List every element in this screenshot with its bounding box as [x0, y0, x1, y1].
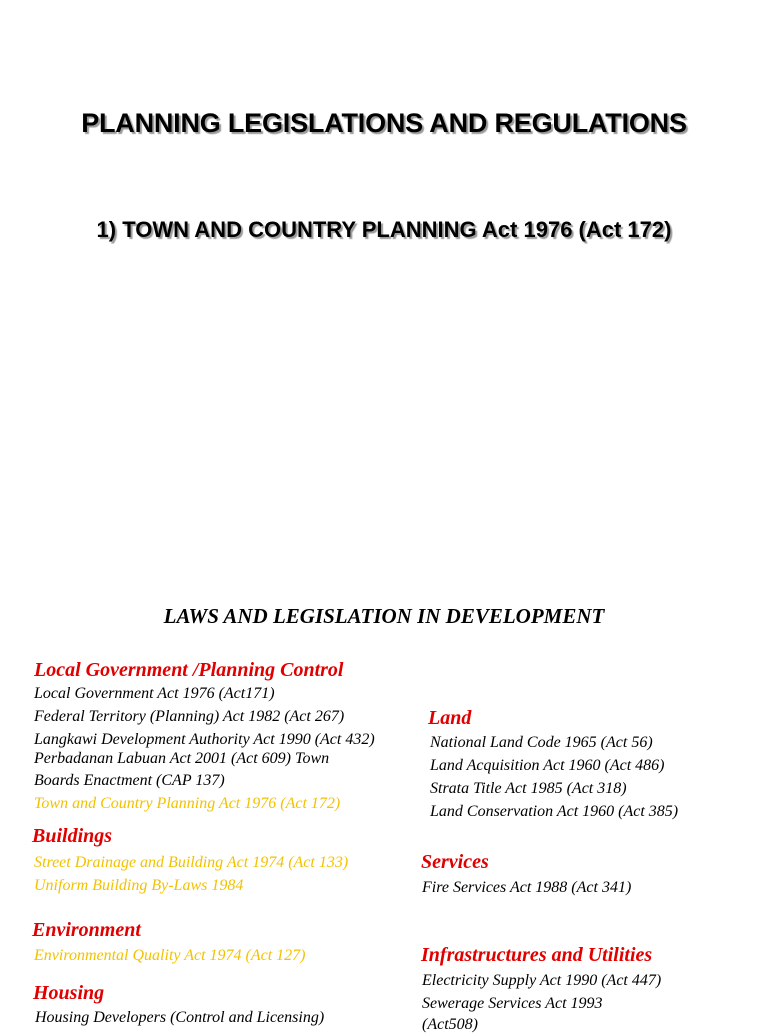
category-infrastructures-utilities: Infrastructures and Utilities — [421, 944, 653, 966]
law-item-highlighted: Town and Country Planning Act 1976 (Act 172) — [34, 795, 341, 812]
law-item: (Act508) — [422, 1016, 478, 1033]
law-item: Fire Services Act 1988 (Act 341) — [422, 879, 632, 896]
category-buildings: Buildings — [32, 825, 113, 847]
law-item: Land Acquisition Act 1960 (Act 486) — [430, 757, 665, 774]
law-item: Federal Territory (Planning) Act 1982 (Act 267) — [34, 708, 345, 725]
law-item: Strata Title Act 1985 (Act 318) — [430, 780, 627, 797]
law-item: National Land Code 1965 (Act 56) — [430, 734, 653, 751]
law-item: Local Government Act 1976 (Act171) — [34, 685, 275, 702]
law-item: Housing Developers (Control and Licensing) — [35, 1009, 325, 1026]
law-item-highlighted: Street Drainage and Building Act 1974 (Act 133) — [34, 854, 349, 871]
law-item: Sewerage Services Act 1993 — [422, 995, 603, 1012]
category-local-government: Local Government /Planning Control — [34, 659, 344, 681]
law-item: Langkawi Development Authority Act 1990 (Act 432) — [34, 731, 375, 748]
law-item-highlighted: Uniform Building By-Laws 1984 — [34, 877, 244, 894]
category-land: Land — [428, 707, 472, 729]
category-environment: Environment — [32, 919, 141, 941]
category-services: Services — [421, 851, 489, 873]
law-item: Electricity Supply Act 1990 (Act 447) — [422, 972, 662, 989]
slide-subtitle: 1) TOWN AND COUNTRY PLANNING Act 1976 (Act 172) — [96, 217, 672, 242]
laws-heading: LAWS AND LEGISLATION IN DEVELOPMENT — [163, 604, 605, 628]
law-item: Land Conservation Act 1960 (Act 385) — [430, 803, 679, 820]
law-item: Boards Enactment (CAP 137) — [34, 772, 225, 789]
law-item: Perbadanan Labuan Act 2001 (Act 609) Town — [34, 750, 330, 767]
law-item-highlighted: Environmental Quality Act 1974 (Act 127) — [34, 947, 306, 964]
category-housing: Housing — [33, 982, 105, 1004]
slide-title: PLANNING LEGISLATIONS AND REGULATIONS — [81, 108, 687, 138]
